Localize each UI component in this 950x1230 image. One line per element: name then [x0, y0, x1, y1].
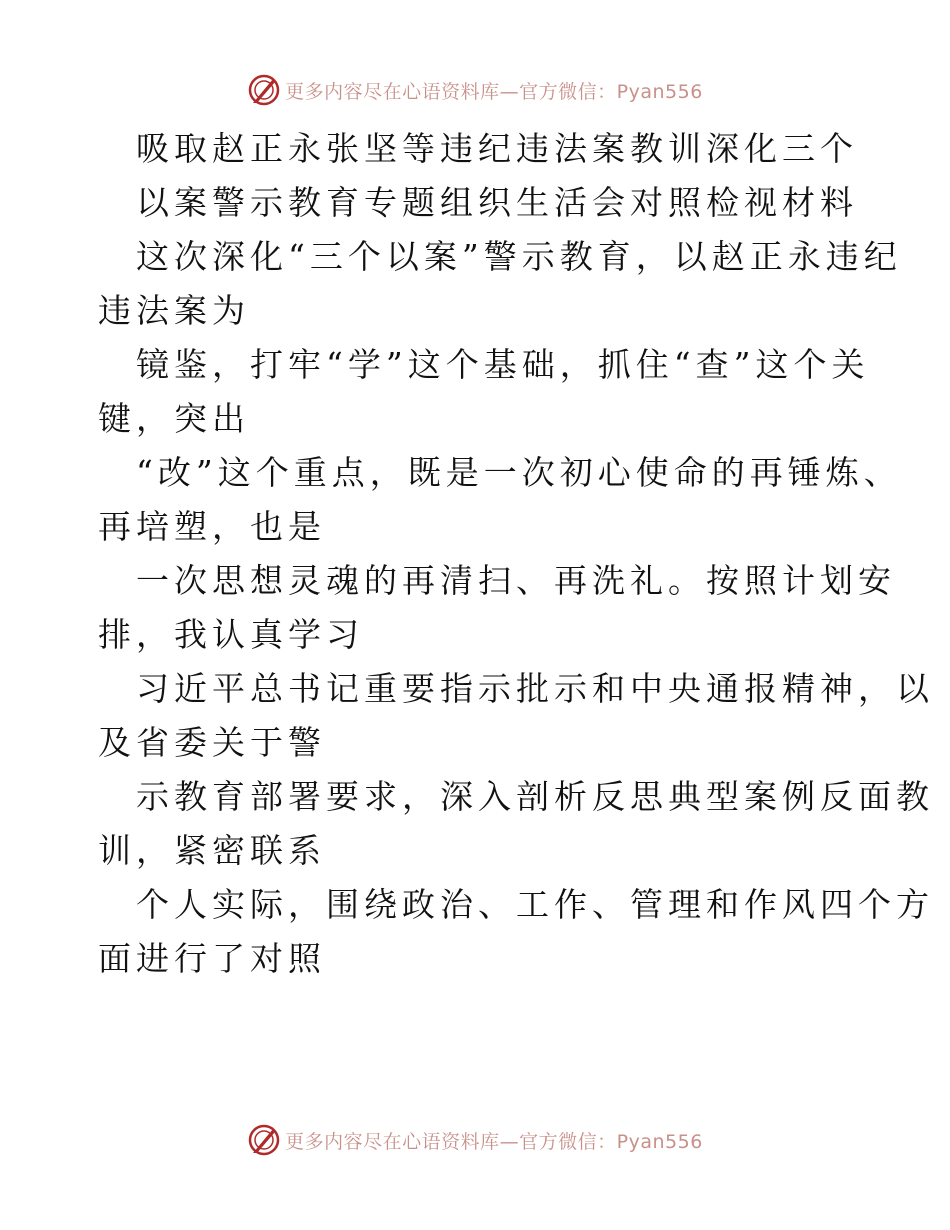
paragraph-line: 这次深化“三个以案”警示教育，以赵正永违纪 — [136, 237, 902, 276]
quill-logo-icon — [247, 73, 281, 107]
paragraph-line: 镜鉴，打牢“学”这个基础，抓住“查”这个关 — [136, 345, 870, 384]
paragraph-line: “改”这个重点，既是一次初心使命的再锤炼、 — [136, 453, 902, 492]
paragraph-line: 键，突出 — [98, 399, 250, 438]
paragraph-line: 及省委关于警 — [98, 723, 326, 762]
quill-logo-icon — [247, 1123, 281, 1157]
paragraph-line: 示教育部署要求，深入剖析反思典型案例反面教 — [136, 777, 934, 816]
watermark-text: 更多内容尽在心语资料库—官方微信：Pyan556 — [285, 80, 703, 103]
paragraph-line: 习近平总书记重要指示批示和中央通报精神，以 — [136, 669, 934, 708]
watermark-text: 更多内容尽在心语资料库—官方微信：Pyan556 — [285, 1130, 703, 1153]
paragraph-line: 一次思想灵魂的再清扫、再洗礼。按照计划安 — [136, 561, 896, 600]
document-body — [98, 122, 934, 986]
paragraph-line: 排，我认真学习 — [98, 615, 364, 654]
footer-watermark — [0, 1120, 950, 1160]
document-title-line-2: 以案警示教育专题组织生活会对照检视材料 — [136, 183, 858, 222]
document-title-line-1: 吸取赵正永张坚等违纪违法案教训深化三个 — [136, 129, 858, 168]
paragraph-line: 再培塑，也是 — [98, 507, 326, 546]
paragraph-line: 违法案为 — [98, 291, 250, 330]
paragraph-line: 训，紧密联系 — [98, 831, 326, 870]
paragraph — [98, 230, 934, 986]
header-watermark — [0, 70, 950, 110]
paragraph-line: 面进行了对照 — [98, 939, 326, 978]
paragraph-line: 个人实际，围绕政治、工作、管理和作风四个方 — [136, 885, 934, 924]
